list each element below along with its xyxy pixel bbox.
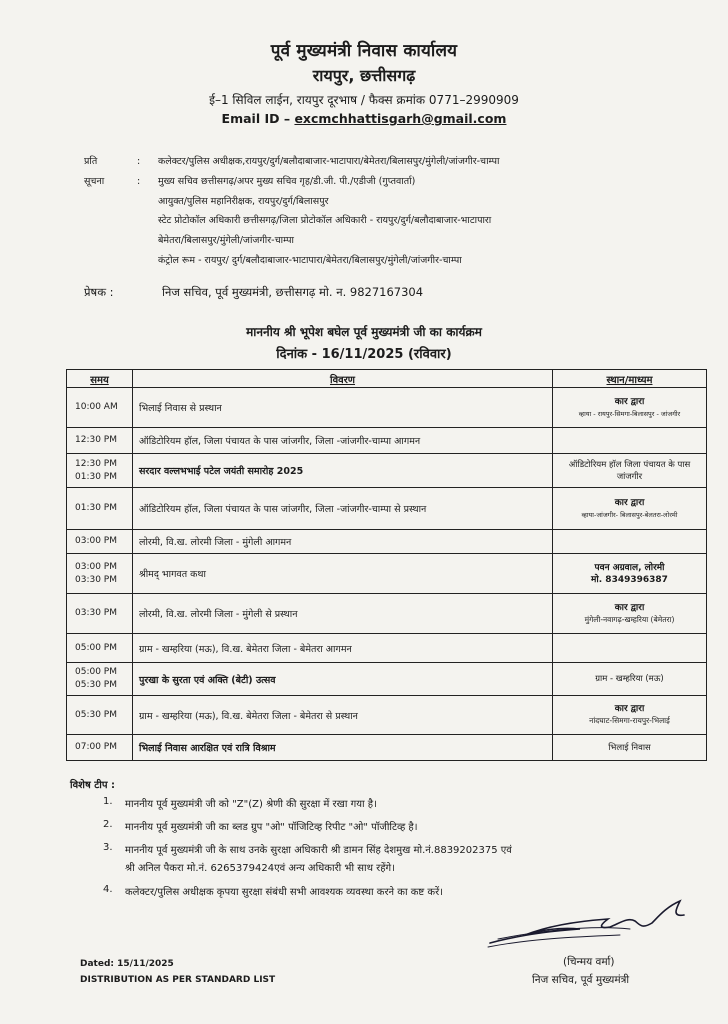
row-time: 03:00 PM: [67, 530, 133, 554]
row-place: [553, 594, 707, 634]
row-desc: ग्राम - खम्हरिया (मऊ), वि.ख. बेमेतरा जिला - बेमेतरा से प्रस्थान: [133, 696, 553, 735]
dated-line: Dated: 15/11/2025: [80, 959, 174, 969]
note-number: 3.: [103, 842, 113, 853]
info-text: स्टेट प्रोटोकॉल अधिकारी छत्तीसगढ़/जिला प्रोटोकॉल अधिकारी - रायपुर/दुर्ग/बलौदाबाजार-भाटापारा: [158, 215, 492, 226]
row-place: [553, 696, 707, 735]
place-main: भिलाई निवास: [608, 742, 651, 753]
row-desc: भिलाई निवास से प्रस्थान: [133, 388, 553, 428]
row-time: 03:30 PM: [67, 594, 133, 634]
row-desc: ऑडिटोरियम हॉल, जिला पंचायत के पास जांजगीर, जिला -जांजगीर-चाम्पा से प्रस्थान: [133, 488, 553, 530]
note-item: [103, 819, 703, 842]
table-row: [67, 735, 707, 761]
signatory-post: निज सचिव, पूर्व मुख्यमंत्री: [532, 974, 630, 986]
notes-heading: विशेष टीप :: [70, 780, 116, 791]
row-place: [553, 663, 707, 696]
table-row: [67, 554, 707, 594]
row-desc: पुरखा के सुरता एवं अक्ति (बेटी) उत्सव: [133, 663, 553, 696]
table-row: [67, 696, 707, 735]
info-text: मुख्य सचिव छत्तीसगढ़/अपर मुख्य सचिव गृह/डी.जी. पी./एडीजी (गुप्तवार्ता): [158, 176, 416, 187]
note-item: [103, 796, 703, 819]
office-city: रायपुर, छत्तीसगढ़: [312, 66, 416, 85]
table-row: [67, 663, 707, 696]
table-row: [67, 428, 707, 454]
note-text: [125, 842, 512, 878]
row-place: [553, 454, 707, 488]
row-place: [553, 735, 707, 761]
info-text: कंट्रोल रूम - रायपुर/ दुर्ग/बलौदाबाजार-भाटापारा/बेमेतरा/बिलासपुर/मुंगेली/जांजगीर-चाम्पा: [158, 255, 462, 266]
note-number: 2.: [103, 819, 113, 830]
info-colon: :: [137, 176, 141, 187]
notes-list: [103, 796, 703, 907]
place-main: कार द्वारा: [614, 396, 645, 407]
row-place: [553, 554, 707, 594]
table-row: [67, 594, 707, 634]
note-number: 1.: [103, 796, 113, 807]
time-end: 01:30 PM: [75, 471, 117, 482]
row-desc: सरदार वल्लभभाई पटेल जयंती समारोह 2025: [133, 454, 553, 488]
place-sub: व्हाया-जांजगीर- बिलासपुर-बेलतरा-लोरमी: [581, 510, 678, 519]
row-desc: भिलाई निवास आरक्षित एवं रात्रि विश्राम: [133, 735, 553, 761]
row-time: [67, 454, 133, 488]
to-label: प्रति: [84, 156, 98, 167]
row-place: [553, 634, 707, 663]
note-text: माननीय पूर्व मुख्यमंत्री जी का ब्लड ग्रुप "ओ" पॉजिटिव्ह रिपीट "ओ" पॉजीटिव्ह है।: [125, 822, 418, 833]
time-start: 12:30 PM: [75, 458, 117, 469]
sender-text: निज सचिव, पूर्व मुख्यमंत्री, छत्तीसगढ़ मो. न. 9827167304: [162, 285, 424, 299]
row-time: [67, 663, 133, 696]
row-desc: ऑडिटोरियम हॉल, जिला पंचायत के पास जांजगीर, जिला -जांजगीर-चाम्पा आगमन: [133, 428, 553, 454]
row-time: 07:00 PM: [67, 735, 133, 761]
row-desc: लोरमी, वि.ख. लोरमी जिला - मुंगेली से प्रस्थान: [133, 594, 553, 634]
office-title: पूर्व मुख्यमंत्री निवास कार्यालय: [270, 41, 458, 61]
row-place: [553, 428, 707, 454]
row-desc: श्रीमद् भागवत कथा: [133, 554, 553, 594]
row-time: 01:30 PM: [67, 488, 133, 530]
header-details: विवरण: [133, 370, 553, 388]
note-text: माननीय पूर्व मुख्यमंत्री जी को "Z"(Z) श्रेणी की सुरक्षा में रखा गया है।: [125, 799, 377, 810]
header-place: स्थान/माध्यम: [553, 370, 707, 388]
row-time: 10:00 AM: [67, 388, 133, 428]
row-place: [553, 388, 707, 428]
to-text: कलेक्टर/पुलिस अधीक्षक,रायपुर/दुर्ग/बलौदाबाजार-भाटापारा/बेमेतरा/बिलासपुर/मुंगेली/जांजगीर-चाम्पा: [158, 156, 500, 167]
place-sub: नांदघाट-सिमगा-रायपुर-भिलाई: [589, 716, 670, 725]
note-item: [103, 842, 703, 884]
programme-date: दिनांक - 16/11/2025 (रविवार): [276, 347, 452, 362]
time-start: 03:00 PM: [75, 561, 117, 572]
row-time: [67, 554, 133, 594]
note-text: कलेक्टर/पुलिस अधीक्षक कृपया सुरक्षा संबंधी सभी आवश्यक व्यवस्था करने का कष्ट करें।: [125, 887, 443, 898]
table-row: [67, 634, 707, 663]
time-start: 05:00 PM: [75, 667, 117, 677]
signature-image: [480, 895, 700, 950]
place-main: कार द्वारा: [614, 704, 645, 714]
row-desc: ग्राम - खम्हरिया (मऊ), वि.ख. बेमेतरा जिला - बेमेतरा आगमन: [133, 634, 553, 663]
signatory-name: (चिन्मय वर्मा): [563, 956, 615, 968]
schedule-table: [66, 369, 707, 761]
place-main: कार द्वारा: [614, 497, 645, 508]
email-address: excmchhattisgarh@gmail.com: [294, 111, 507, 126]
time-end: 03:30 PM: [75, 574, 117, 585]
email-label: Email ID –: [221, 111, 295, 126]
to-colon: :: [137, 156, 141, 167]
office-email: [0, 111, 728, 126]
table-header-row: [67, 370, 707, 388]
place-phone: मो. 8349396387: [591, 574, 668, 585]
info-text: बेमेतरा/बिलासपुर/मुंगेली/जांजगीर-चाम्पा: [158, 235, 294, 246]
programme-title: माननीय श्री भूपेश बघेल पूर्व मुख्यमंत्री जी का कार्यक्रम: [246, 325, 482, 339]
sender-line: [84, 285, 423, 300]
row-time: 05:00 PM: [67, 634, 133, 663]
row-time: 12:30 PM: [67, 428, 133, 454]
row-place: [553, 530, 707, 554]
office-address: ई–1 सिविल लाईन, रायपुर दूरभाष / फैक्स क्रमांक 0771–2990909: [209, 93, 519, 107]
sender-label: प्रेषक :: [84, 285, 114, 299]
place-main: पवन अग्रवाल, लोरमी: [594, 562, 665, 573]
header-time: समय: [67, 370, 133, 388]
table-row: [67, 488, 707, 530]
time-end: 05:30 PM: [75, 680, 117, 690]
note-number: 4.: [103, 884, 113, 895]
distribution-line: DISTRIBUTION AS PER STANDARD LIST: [80, 975, 276, 985]
place-main: कार द्वारा: [614, 602, 645, 613]
info-text: आयुक्त/पुलिस महानिरीक्षक, रायपुर/दुर्ग/बिलासपुर: [158, 196, 329, 207]
row-place: [553, 488, 707, 530]
place-main: ग्राम - खम्हरिया (मऊ): [595, 674, 664, 684]
table-row: [67, 530, 707, 554]
place-main: ऑडिटोरियम हॉल जिला पंचायत के पास जांजगीर: [568, 459, 691, 482]
info-label: सूचना: [84, 176, 105, 187]
row-time: 05:30 PM: [67, 696, 133, 735]
table-row: [67, 454, 707, 488]
place-sub: व्हाया - रायपुर-सिमगा-बिलासपुर - जांजगीर: [578, 409, 681, 418]
row-desc: लोरमी, वि.ख. लोरमी जिला - मुंगेली आगमन: [133, 530, 553, 554]
note-text-line-2: श्री अनिल पैकरा मो.नं. 6265379424एवं अन्य अधिकारी भी साथ रहेंगे।: [125, 863, 395, 874]
note-text-line-1: माननीय पूर्व मुख्यमंत्री जी के साथ उनके सुरक्षा अधिकारी श्री डामन सिंह देशमुख मो.नं.8839202375 एवं: [125, 845, 512, 856]
table-row: [67, 388, 707, 428]
place-sub: मुंगेली-नवागढ़-खम्हरिया (बेमेतरा): [584, 614, 675, 624]
